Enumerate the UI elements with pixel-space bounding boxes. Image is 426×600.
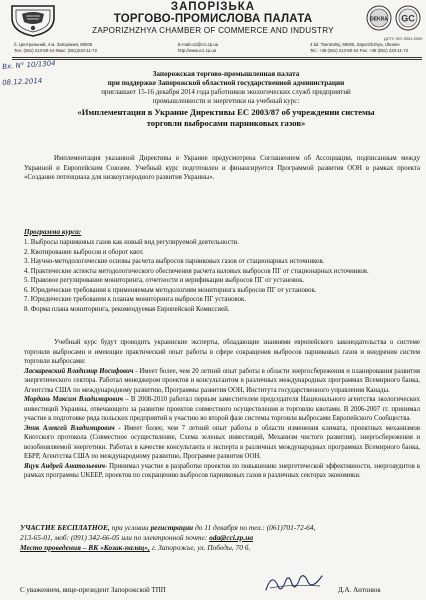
intro-paragraph: Имплементация указанной Директивы в Украине предусмотрена Соглашением об Ассоциации, подписанным между Украиной и Европейским Союзом. Учебный курс подготовлен и финансируется Программой развития ООН в рамках проекта «Создание потенциала для низкоуглеродного развития Украины». — [24, 155, 420, 181]
contact-address-en — [310, 42, 408, 54]
contact-right-line1: 4 bd. Tsentralny, 69005, Zaporizhzhya, Ukraine — [310, 42, 400, 47]
program-item: 7. Юридические требования к планам мониторинга выбросов ПГ установок. — [24, 296, 247, 303]
program-title: Программа курса: — [24, 228, 82, 236]
program-item: 3. Научно-методологические основы расчета выбросов парниковых газов от стационарных источников. — [24, 258, 325, 265]
contact-website: http://www.cci.zp.ua — [178, 48, 216, 53]
course-title-line1: «Имплементация в Украине Директивы ЕС 2003/87 об учреждении системы — [77, 107, 375, 117]
free-participation-label: УЧАСТИЕ БЕСПЛАТНОЕ, — [20, 523, 110, 532]
expert-name: Яцук Андрей Анатольевич — [24, 462, 105, 470]
program-item: 4. Практические аспекты методологического обеспечения расчета валовых выбросов ПГ от стационарных источников. — [24, 267, 369, 275]
program-item: 5. Правовое регулирование мониторинга, отчетности и верификации выбросов ПГ от установок. — [24, 277, 305, 284]
registration-text: при условии — [109, 523, 151, 532]
expert-bio — [24, 424, 420, 462]
expert-description: - Принимал участие в разработке проектов по повышению энергетической эффективности, энергоаудитов в рамках программы UKEEP, проектов по сокращению выбросов парниковых газов в различных секторах экономики. — [24, 462, 420, 479]
experts-intro: Учебный курс будут проводить украинские эксперты, обладающие знаниями европейского законодательства о системе торговли выбросами и имеющие практический опыт работы в сфере сокращения выбросов парниковых газов и внедрения систем торговли выбросами: — [24, 339, 420, 365]
program-item: 8. Форма плана мониторинга, рекомендуемая Европейской Комиссией. — [24, 305, 230, 313]
program-list — [24, 238, 420, 314]
expert-name: Мордань Максим Владимирович — [24, 396, 123, 403]
org-name-ua-line2: ТОРГОВО-ПРОМИСЛОВА ПАЛАТА — [113, 13, 313, 25]
expert-description: - Имеет более, чем 20 летний опыт работы в области энергосбережения и планирования развития энергетического сектора. Работал менеджером проектов и консультантом в различных международных программах Всемирного банка, Агентства США по международному развитию, Программы развития ООН, Института государственного управления Канады. — [24, 367, 420, 394]
contact-address-ua — [14, 42, 97, 54]
contact-web — [178, 42, 218, 54]
expert-bio — [24, 395, 420, 424]
contact-left-line2: Тел. (061) 213-50-24 Факс: (061)233-11-72 — [14, 48, 97, 53]
header-rule-1 — [12, 57, 422, 58]
header-rule-2 — [12, 59, 422, 60]
title-support: при поддержке Запорожской областной государственной администрации — [107, 79, 345, 87]
expert-name: Ласкаревский Владимир Иосифович — [24, 367, 134, 375]
contact-email: E-mail:oci@cci.zp.ua — [178, 42, 219, 47]
contact-left-line1: б. Центральний, 4 м. Запоріжжя, 69005 — [14, 42, 93, 47]
venue-label: Место проведения – ВК «Козак-палац», — [20, 543, 150, 552]
title-org: Запорожская торгово-промышленная палата — [152, 70, 300, 78]
certification-logos — [364, 2, 422, 36]
venue-address: г. Запорожье, ул. Победы, 70 б. — [149, 543, 251, 552]
registration-word: регистрации — [150, 523, 194, 532]
handwritten-incoming-number: Вх. N° 10/1304 — [2, 59, 56, 71]
iso-caption: ДСТУ ISO 9001:2009 — [384, 36, 423, 41]
program-item: 6. Юридические требования к применяемым методологиям мониторинга выбросов ПГ от установок. — [24, 286, 317, 294]
chamber-seal-logo — [8, 2, 58, 38]
closing-line: С уважением, вице-президент Запорожской ТПП — [20, 586, 166, 594]
registration-email-link[interactable]: oda@cci.zp.ua — [209, 533, 254, 542]
gc-mark-text: GC — [401, 13, 415, 24]
handwritten-date: 08.12.2014 — [2, 76, 43, 87]
expert-description: – В 2008-2010 работал первым заместителем председателя Национального агентства экологических инвестиций Украины, отвечающего за развитие проектов совместного осуществления и торговлю квотами. В 2006-2007 гг. принимал участие в подготовке ряда польских предприятий к участию во второй фазе системы торговли выбросами Европейского Сообщества. — [24, 396, 420, 422]
org-name-ua-line1: ЗАПОРІЗЬКА — [170, 1, 256, 13]
expert-bio — [24, 367, 420, 396]
title-audience: промышленности и энергетики на учебный курс: — [152, 97, 300, 105]
program-item: 2. Квотирование выбросов и оборот квот. — [24, 248, 144, 256]
registration-info — [20, 523, 420, 553]
expert-description: - Имеет более, чем 7 летний опыт работы в области изменения климата, проектных механизмов Киотского протокола (Совместное осуществление, Схема зеленых инвестиций, Механизм чистого развития), энергосбережения и возобновляемой энергетики. Работал в качестве консультанта и эксперта в различных международных программах Всемирного банка, ЕБРР, Агентства США по международному развитию, Программе развития ООН. — [24, 424, 421, 460]
experts-section — [24, 338, 420, 481]
registration-phone: до 11 декабря по тел.: (061)701-72-64, — [193, 523, 316, 532]
expert-name: Эпик Алексей Владимирович — [24, 424, 115, 432]
signatory-name: Д.А. Антонюк — [338, 586, 381, 594]
registration-contacts: 213-65-01, моб: (091) 342-66-05 или по электронной почте: — [20, 533, 210, 542]
expert-bio — [24, 462, 420, 481]
dekra-mark-text: DEKRA — [370, 16, 388, 23]
organization-name — [60, 1, 366, 36]
org-name-en: ZAPORIZHZHYA CHAMBER OF COMMERCE AND INDUSTRY — [92, 25, 334, 35]
title-invite: приглашает 15-16 декабря 2014 года работников экологических служб предприятий — [101, 88, 351, 96]
program-item: 1. Выбросы парниковых газов как новый вид регулируемой деятельности. — [24, 239, 239, 246]
course-title-line2: торговли выбросами парниковых газов» — [146, 118, 306, 128]
handwritten-signature — [262, 568, 326, 596]
contact-right-line2: Tel.: +38 (061) 213-50-24 Fax: +38 (061) 233-11-72 — [310, 48, 409, 53]
